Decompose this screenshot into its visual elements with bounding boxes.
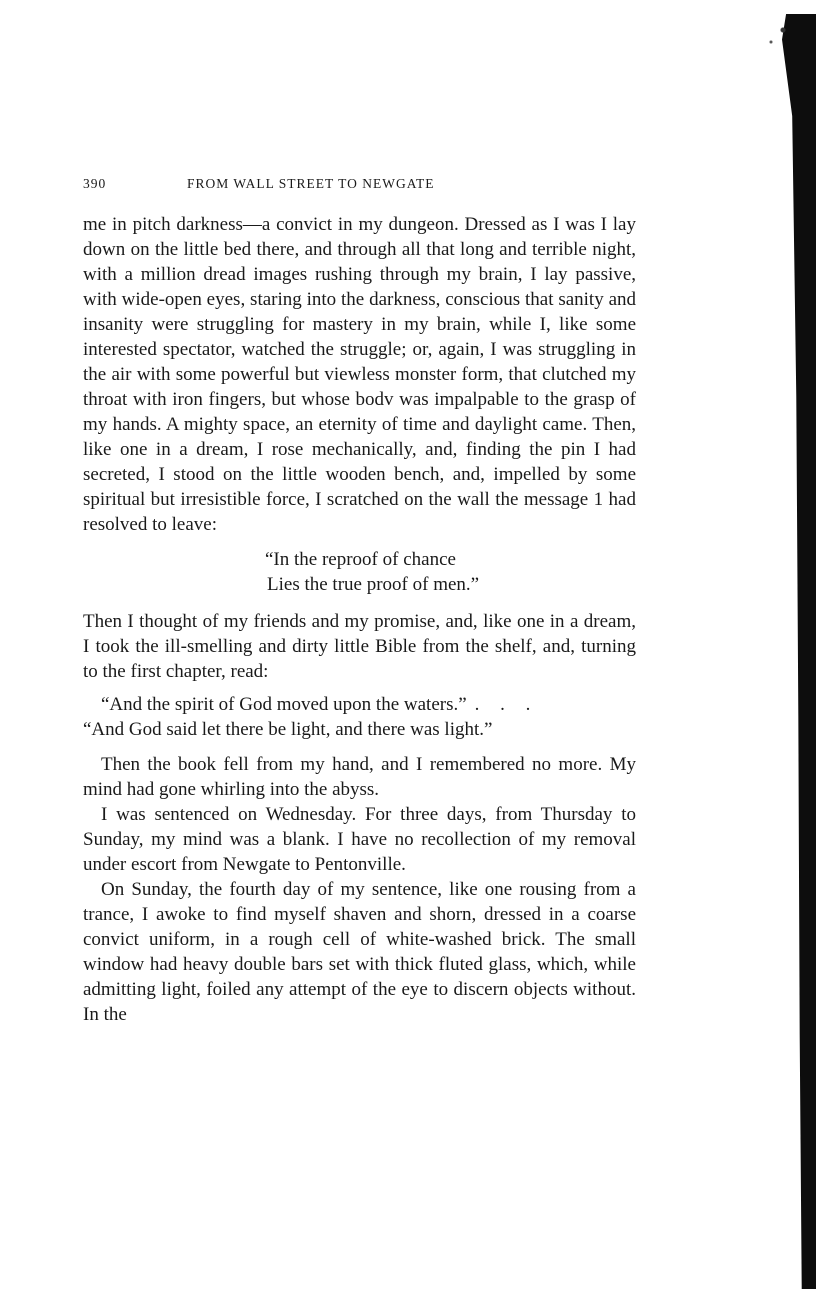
scripture-quote	[83, 692, 636, 742]
paragraph-1: me in pitch darkness—a convict in my dungeon. Dressed as I was I lay down on the little bed there, and through all that long and terrible night, with a million dread images rushing through my brain, I lay passive, with wide-open eyes, staring into the darkness, conscious that sanity and insanity were struggling for mastery in my brain, while I, like some interested spectator, watched the struggle; or, again, I was struggling in the air with some powerful but viewless monster form, that clutched my throat with iron fingers, but whose bodv was impalpable to the grasp of my hands. A mighty space, an eternity of time and daylight came. Then, like one in a dream, I rose mechanically, and, finding the pin I had secreted, I stood on the little wooden bench, and, impelled by some spiritual but irresistible force, I scratched on the wall the message 1 had resolved to leave:	[83, 214, 636, 535]
scripture-ellipsis: . . .	[474, 694, 539, 715]
paragraph-3: Then the book fell from my hand, and I remembered no more. My mind had gone whirling into the abyss.	[83, 754, 636, 800]
paragraph-2: Then I thought of my friends and my promise, and, like one in a dream, I took the ill-smelling and dirty little Bible from the shelf, and, turning to the first chapter, read:	[83, 611, 636, 682]
paragraph-4: I was sentenced on Wednesday. For three days, from Thursday to Sunday, my mind was a blank. I have no recollection of my removal under escort from Newgate to Pentonville.	[83, 804, 636, 875]
verse-quote	[265, 547, 636, 597]
running-head	[83, 176, 535, 198]
scripture-line-1	[83, 692, 636, 717]
page-number: 390	[83, 176, 107, 191]
running-head-title: FROM WALL STREET TO NEWGATE	[187, 176, 435, 191]
scripture-line-2: “And God said let there be light, and there was light.”	[83, 719, 493, 740]
scan-speckle	[762, 14, 792, 54]
paragraph-5: On Sunday, the fourth day of my sentence, like one rousing from a trance, I awoke to find myself shaven and shorn, dressed in a coarse convict uniform, in a rough cell of white-washed brick. The small window had heavy double bars set with thick fluted glass, which, while admitting light, foiled any attempt of the eye to discern objects without. In the	[83, 879, 636, 1025]
verse-line-2: Lies the true proof of men.”	[267, 574, 480, 595]
scripture-line-1-text: “And the spirit of God moved upon the waters.”	[101, 694, 467, 715]
binding-edge-shadow	[782, 14, 816, 1289]
body-text	[83, 212, 636, 1027]
verse-line-1: “In the reproof of chance	[265, 549, 456, 570]
